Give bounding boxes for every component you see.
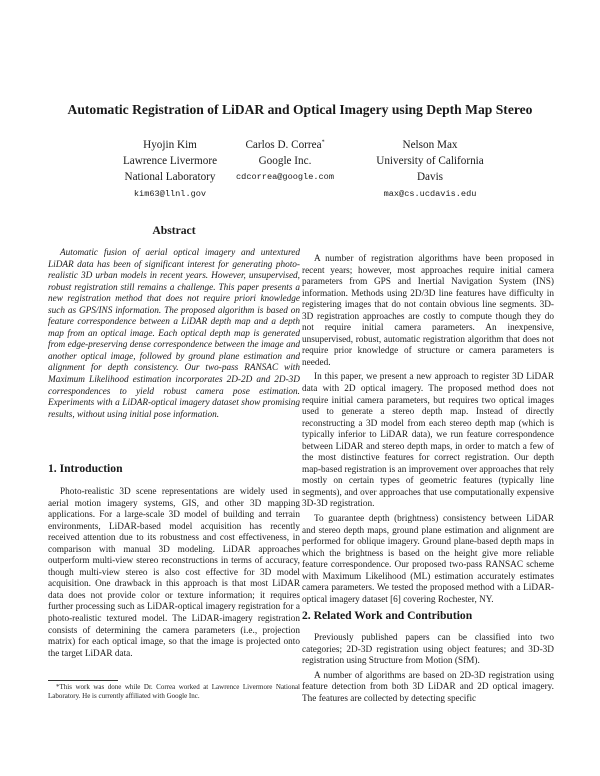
intro-paragraph: Photo-realistic 3D scene representations are widely used in aerial motion imagery systems, GIS, and other 3D mapping applications. For a large-scale 3D model of building and terrain environments, LiDAR-based model acquisition has recently received attention due to its robustness and cost effectiveness, in comparison with manual 3D modeling. LiDAR approaches outperform multi-view stereo reconstructions in terms of accuracy, though multi-view stereo is also cost effective for 3D model acquisition. One drawback in this approach is that most LiDAR data does not provide color or texture information; it requires further processing such as LiDAR-optical imagery registration for a photo-realistic textured model. The LiDAR-imagery registration consists of determining the camera parameters (i.e., projection matrix) for each optical image, so that the image is projected onto the target LiDAR data. (48, 487, 300, 659)
author-affiliation: Lawrence Livermore (122, 155, 218, 168)
footnote-mark: * (321, 139, 325, 146)
related-work-text (302, 633, 554, 705)
author-affiliation: National Laboratory (124, 171, 216, 184)
right-column-text (302, 254, 554, 606)
author-email: max@cs.ucdavis.edu (383, 188, 477, 199)
abstract-text (48, 248, 300, 421)
author-affiliation: University of California (376, 155, 484, 168)
paragraph: A number of registration algorithms have been proposed in recent years; however, most approaches require initial camera parameters from GPS and Inertial Navigation System (INS) information. Methods using 2D/3D line features have difficulty in registering images that do not contain obvious line segments. 3D-3D registration approaches are costly to compute though they do not require initial camera parameters. An inexpensive, unsupervised, robust, automatic registration algorithm that does not require prior knowledge of structure or camera parameters is needed. (302, 254, 554, 368)
abstract-heading: Abstract (152, 224, 196, 237)
author-email: cdcorrea@google.com (236, 172, 334, 183)
author-block-3 (355, 137, 505, 202)
section-heading-introduction: 1. Introduction (48, 462, 123, 475)
author-affiliation: Davis (416, 171, 444, 184)
paragraph: In this paper, we present a new approach to register 3D LiDAR data with 2D optical imagery. The proposed method does not require initial camera parameters, but requires two optical images used to generate a stereo depth map. Instead of directly reconstructing a 3D model from each stereo depth map (which is typically inferior to LiDAR data), we run feature correspondence between LiDAR and stereo depth maps, in order to match a few of the most distinctive features for correct registration. Our depth map-based registration is an improvement over approaches that rely mostly on certain types of geometric features (typically line segments), and over approaches that use computationally expensive 3D-3D registration. (302, 372, 554, 510)
paper-title: Automatic Registration of LiDAR and Optical Imagery using Depth Map Stereo (67, 102, 533, 117)
footnote-rule (48, 680, 118, 681)
paragraph: Previously published papers can be classified into two categories; 2D-3D registration using object features; and 3D-3D registration using Structure from Motion (SfM). (302, 633, 554, 667)
author-block-2 (215, 137, 355, 185)
author-email: kim63@llnl.gov (133, 188, 207, 199)
author-name: Nelson Max (402, 139, 458, 151)
footnote: *This work was done while Dr. Correa worked at Lawrence Livermore National Laboratory. He is currently affiliated with Google Inc. (48, 683, 300, 700)
author-name: Hyojin Kim (143, 139, 197, 151)
author-name: Carlos D. Correa* (245, 139, 325, 151)
author-affiliation: Google Inc. (258, 155, 312, 168)
paragraph: A number of algorithms are based on 2D-3D registration using feature detection from both 3D LiDAR and 2D optical imagery. The features are collected by detecting specific (302, 670, 554, 704)
abstract-paragraph: Automatic fusion of aerial optical imagery and untextured LiDAR data has been of significant interest for generating photo-realistic 3D urban models in recent years. However, unsupervised, robust registration still remains a challenge. This paper presents a new registration method that does not require priori knowledge such as GPS/INS information. The proposed algorithm is based on feature correspondence between a LiDAR depth map and a depth map from an optical image. Each optical depth map is generated from edge-preserving dense correspondence between the image and another optical image, followed by ground plane estimation and alignment for depth consistency. Our two-pass RANSAC with Maximum Likelihood estimation incorporates 2D-2D and 2D-3D correspondences to yield robust camera pose estimation. Experiments with a LiDAR-optical imagery dataset show promising results, without using initial pose information. (48, 248, 300, 420)
paragraph: To guarantee depth (brightness) consistency between LiDAR and stereo depth maps, ground plane estimation and alignment are performed for oblique imagery. Ground plane-based depth maps in which the brightness is based on the height give more reliable feature correspondence. Our proposed two-pass RANSAC scheme with Maximum Likelihood (ML) estimation accurately estimates camera parameters. We tested the proposed method with a LiDAR-optical imagery dataset [6] covering Rochester, NY. (302, 514, 554, 605)
intro-text (48, 487, 300, 660)
section-heading-related-work: 2. Related Work and Contribution (302, 609, 473, 622)
